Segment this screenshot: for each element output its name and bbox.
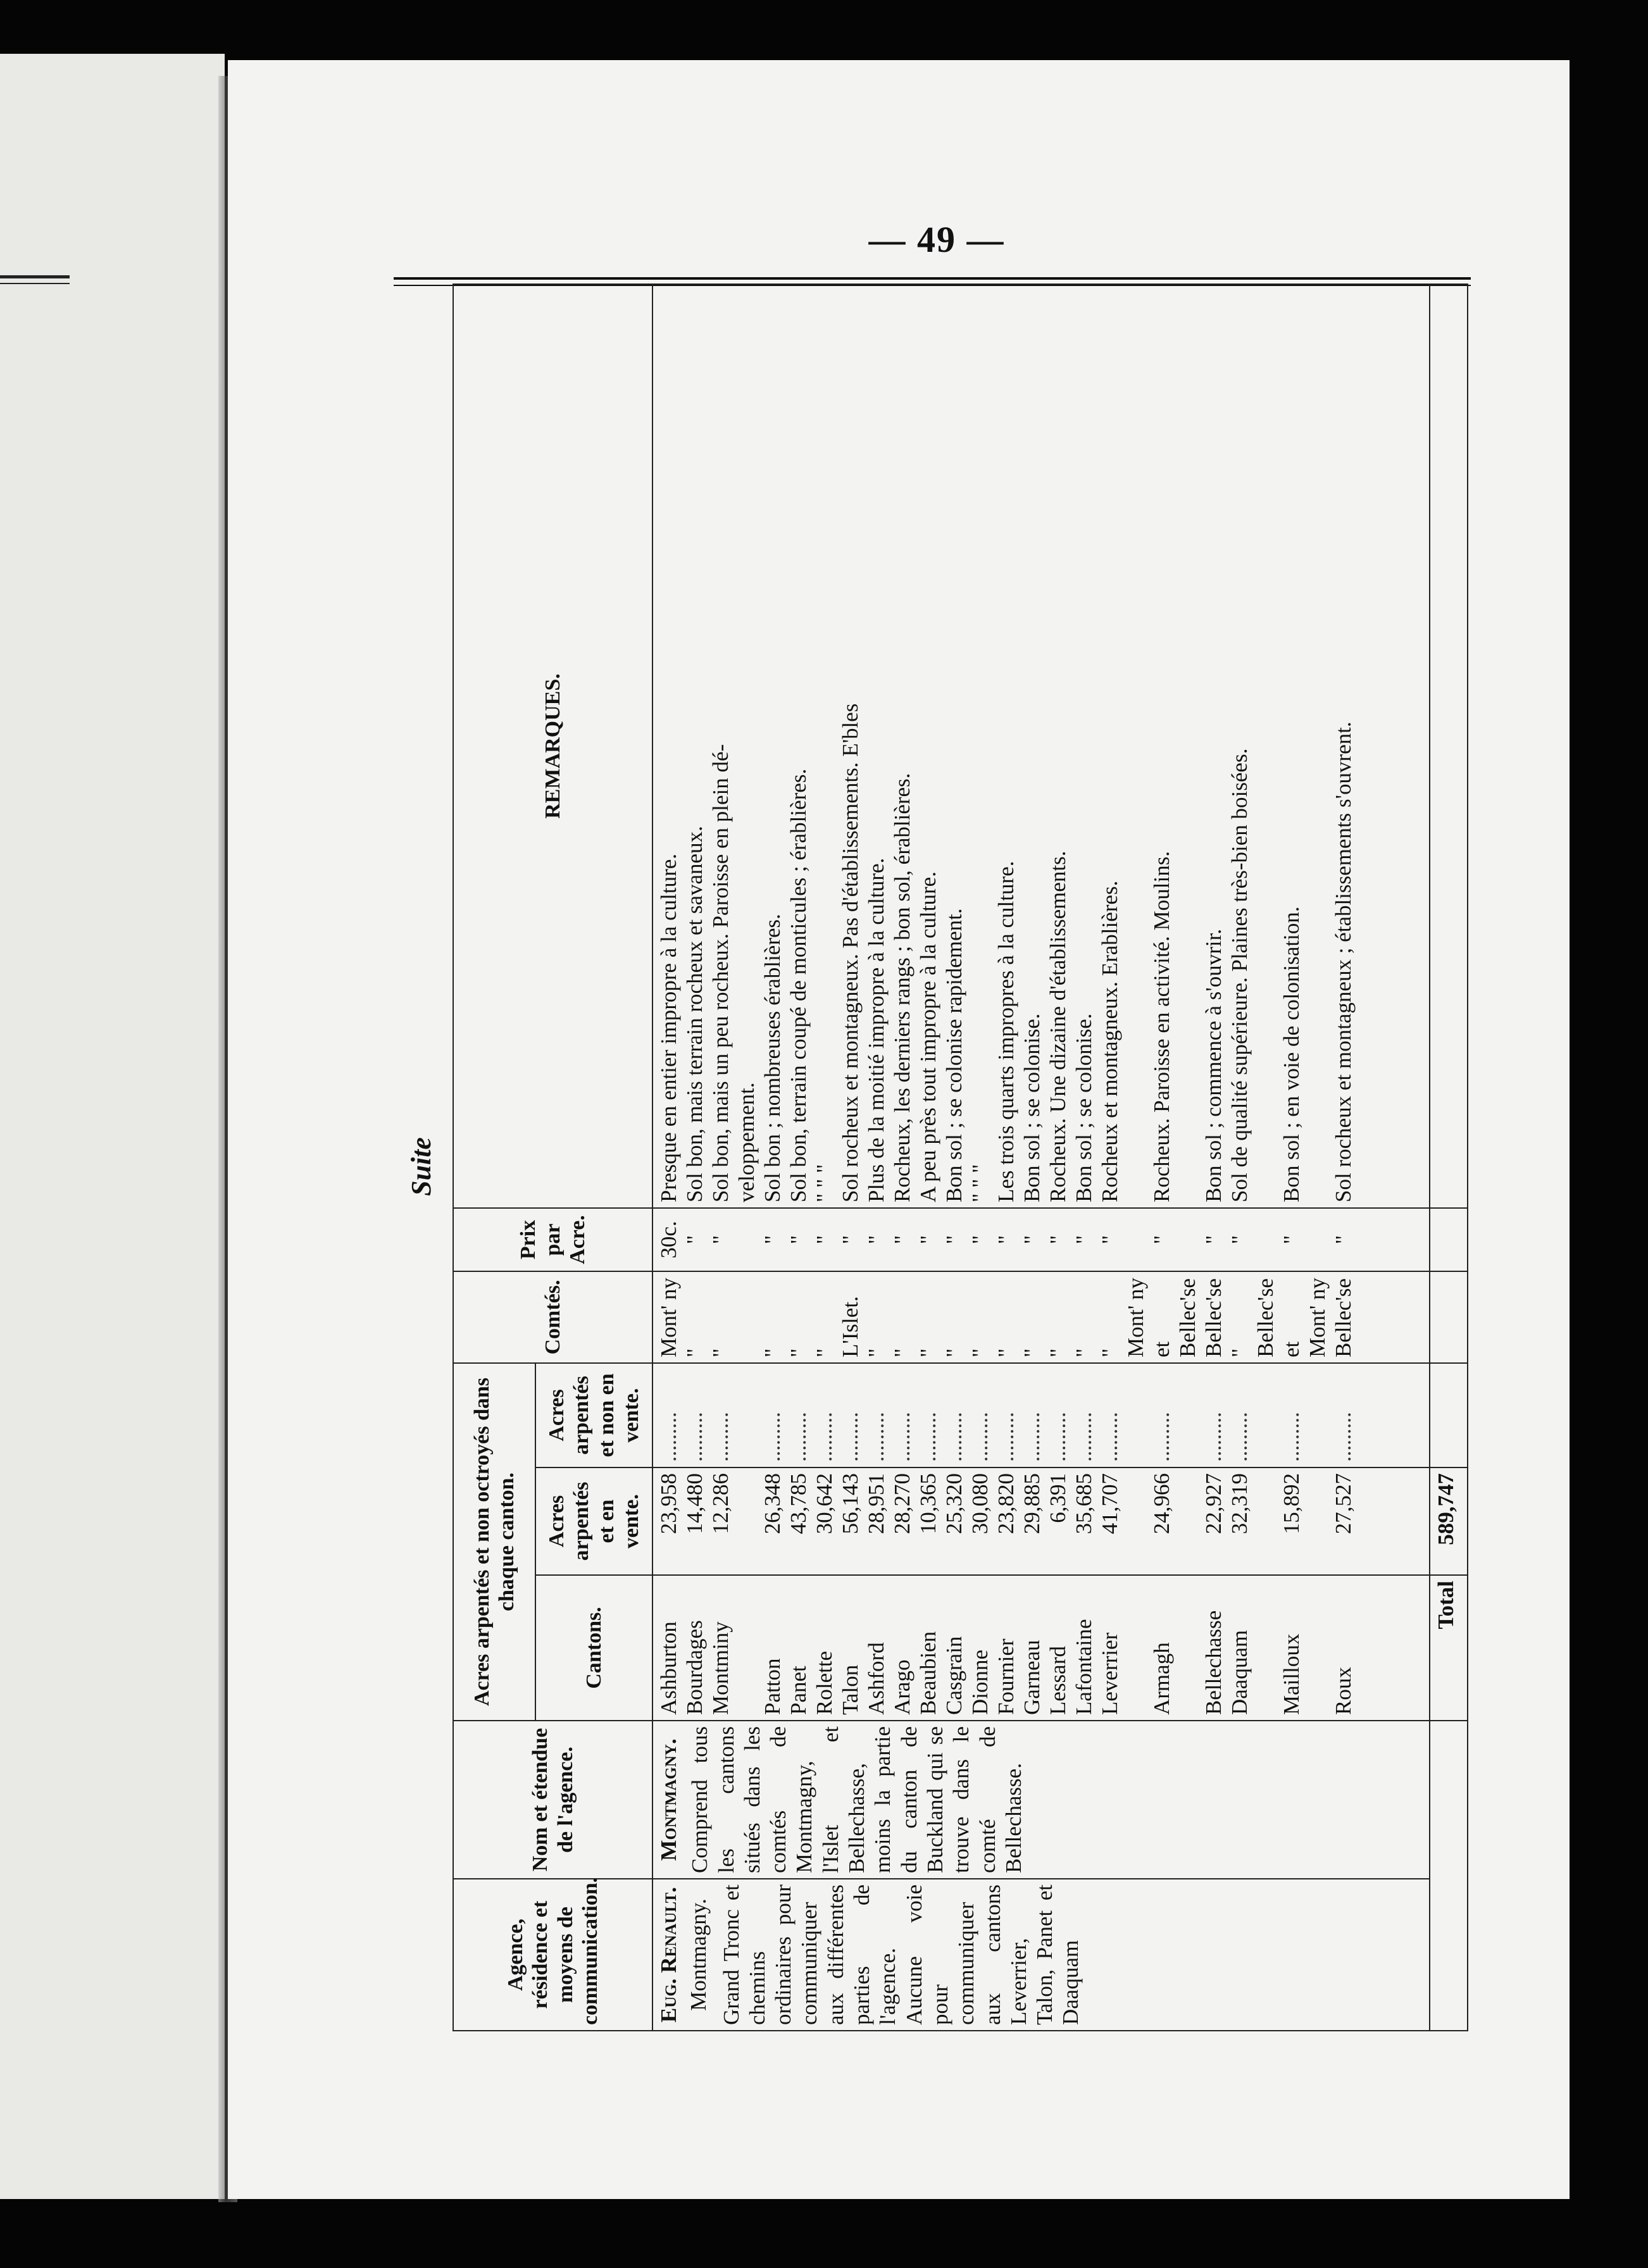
leader-dots: ......... [916,1412,940,1462]
prix-value: " [994,1235,1018,1245]
leader-dots: ......... [760,1412,785,1462]
leader-dots: ......... [942,1412,966,1462]
acres-sale-value: 26,348 [760,1473,785,1535]
acres-sale-value: 15,892 [1279,1473,1304,1535]
acres-sale-value: 35,685 [1071,1473,1096,1535]
comte-name: " [708,1348,733,1357]
canton-name: Daaquam [1227,1629,1252,1715]
comte-name: " [1071,1348,1096,1357]
canton-name: Fournier [994,1638,1018,1715]
prix-value: " [786,1235,811,1245]
total-value: 589,747 [1430,1467,1468,1575]
leader-dots [1175,1369,1201,1462]
leader-dots [1252,1369,1278,1462]
acres-sale-value: 27,527 [1331,1473,1356,1535]
prix-value: " [864,1235,889,1245]
comte-name [733,1277,759,1357]
comte-name: Bellec'se [1175,1278,1200,1357]
agency-residence: Montmagny. [686,1898,711,2011]
acres-sale-value [733,1473,759,1569]
remarque-text: Bon sol ; se colonise rapidement. [942,908,966,1202]
comte-name: " [968,1348,992,1357]
acres-sale-value: 24,966 [1149,1473,1174,1535]
remarque-text: Sol de qualité supérieure. Plaines très-bien boisées. [1227,748,1252,1202]
remarque-text [1252,290,1278,1202]
comte-name: " [1020,1348,1044,1357]
leader-dots: ......... [994,1412,1018,1462]
leader-dots: ......... [1097,1412,1122,1462]
remarque-text: Rocheux et montagneux. Erablières. [1097,880,1122,1202]
prix-value: " [760,1235,785,1245]
agent-name: Eug. Renault. [656,1886,681,2023]
canton-name: Patton [760,1658,785,1715]
comte-name: " [916,1348,940,1357]
remarque-text: Sol bon, terrain coupé de monticules ; érablières. [786,768,811,1202]
leader-dots: ......... [1149,1412,1174,1462]
comte-name: " [942,1348,966,1357]
cantons-column [652,1575,1430,1721]
prix-value: " [1046,1235,1070,1245]
header-acres-sale: Acres arpentés et en vente. [535,1467,652,1575]
canton-name: Roux [1331,1667,1356,1715]
acres-sale-value [1123,1473,1149,1569]
agency-name: Montmagny. [656,1738,681,1861]
header-comtes: Comtés. [453,1271,652,1363]
header-acres-group: Acres arpentés et non octroyés dans chaque canton. [453,1363,535,1721]
prix-value: " [1097,1235,1122,1245]
acres-sale-value: 56,143 [838,1473,863,1535]
canton-name: Lessard [1046,1646,1070,1715]
canton-name: Arago [890,1659,915,1715]
canton-name: Panet [786,1666,811,1715]
acres-sale-value [1252,1473,1278,1569]
comte-name: " [1227,1348,1252,1357]
header-remarques: REMARQUES. [453,284,652,1208]
comte-name: et [1149,1341,1174,1357]
acres-sale-value: 43,785 [786,1473,811,1535]
agency-cell [652,1879,1430,2031]
acres-sale-value: 14,480 [682,1473,707,1535]
canton-name: Casgrain [942,1636,966,1715]
acres-sale-value: 29,885 [1020,1473,1044,1535]
canton-name: Dionne [968,1649,992,1715]
header-name-extent: Nom et étendue de l'agence. [453,1721,652,1879]
leader-dots: ......... [812,1412,837,1462]
comte-name: " [682,1348,707,1357]
header-prix: Prix par Acre. [453,1208,652,1271]
canton-name [733,1581,759,1715]
comte-name: Bellec'se [1253,1278,1278,1357]
total-label: Total [1430,1575,1468,1721]
comte-name: L'Islet. [838,1296,863,1357]
acres-sale-value: 12,286 [708,1473,733,1535]
remarque-text: Bon sol ; se colonise. [1020,1013,1044,1202]
canton-name: Leverrier [1097,1632,1122,1715]
leader-dots: ......... [838,1412,863,1462]
leader-dots: ......... [968,1412,992,1462]
comte-name: Bellec'se [1201,1278,1226,1357]
remarque-text [1123,290,1149,1202]
prix-value: " [1201,1235,1226,1245]
acres-sale-value: 22,927 [1201,1473,1226,1535]
canton-name: Beaubien [916,1631,940,1715]
comte-name: " [812,1348,837,1357]
prix-value [1175,1214,1201,1266]
prix-value: " [812,1235,837,1245]
prix-value: " [708,1235,733,1245]
comte-name: Mont' ny [656,1278,681,1357]
acres-sale-value: 28,270 [890,1473,915,1535]
remarque-text: " " " [812,1164,837,1202]
acres-sale-column [652,1467,1430,1575]
remarque-text: " " " [968,1164,992,1202]
agency-extent: Comprend tous les cantons situés dans les comtés de Montmagny, l'Islet et Bellechasse, moins la partie du canton de Buckland qui se trouve dans le comté de Bellechasse. [687,1726,1026,1873]
comte-name: Mont' ny [1305,1278,1330,1357]
canton-name: Lafontaine [1071,1619,1096,1715]
acres-sale-value: 30,080 [968,1473,992,1535]
left-page-rule [0,283,70,284]
canton-name: Ashford [864,1642,889,1715]
page-number: — 49 — [868,219,1005,260]
prix-value [1304,1214,1330,1266]
remarque-text: Sol bon ; nombreuses érablières. [760,914,785,1202]
comte-name: et [1279,1341,1304,1357]
remarque-text: Bon sol ; en voie de colonisation. [1279,906,1304,1202]
remarque-text [1304,290,1330,1202]
top-rule [394,277,1471,280]
acres-sale-value: 32,319 [1227,1473,1252,1535]
canton-name: Ashburton [656,1621,681,1715]
prix-value [1252,1214,1278,1266]
canton-name [1123,1581,1149,1715]
agency-communication: Grand Tronc et chemins ordinaires pour communiquer aux différentes parties de l'agence. Aucune voie pour communiquer aux cantons Leverrier, Talon, Panet et Daaquam [718,1885,1083,2025]
header-acres-not-sale: Acres arpentés et non en vente. [535,1363,652,1467]
canton-name: Rolette [812,1650,837,1715]
canton-name: Garneau [1020,1640,1044,1715]
acres-sale-value [1304,1473,1330,1569]
prix-value [733,1214,759,1266]
acres-sale-value: 41,707 [1097,1473,1122,1535]
remarque-text: Rocheux, les derniers rangs ; bon sol, érablières. [890,773,915,1202]
remarque-text: veloppement. [734,1082,759,1202]
prix-value: " [1071,1235,1096,1245]
remarque-text [1175,290,1201,1202]
remarque-text: Rocheux. Une dizaine d'établissements. [1046,850,1070,1202]
acres-sale-value: 23,958 [656,1473,681,1535]
leader-dots [1123,1369,1149,1462]
prix-value: " [682,1235,707,1245]
remarque-text: Sol rocheux et montagneux. Pas d'établissements. E'bles [838,703,863,1202]
remarque-text: Rocheux. Paroisse en activité. Moulins. [1149,850,1174,1202]
leader-dots: ......... [1071,1412,1096,1462]
acres-sale-value: 30,642 [812,1473,837,1535]
left-page [0,54,225,2199]
canton-name: Mailloux [1279,1633,1304,1715]
acres-sale-value: 25,320 [942,1473,966,1535]
prix-value: " [838,1235,863,1245]
comte-name: " [994,1348,1018,1357]
agency-name-cell [652,1721,1430,1879]
leader-dots: ......... [786,1412,811,1462]
comte-name: " [864,1348,889,1357]
leader-dots [1304,1369,1330,1462]
canton-name: Armagh [1149,1642,1174,1715]
prix-value: " [1227,1235,1252,1245]
prix-value: 30c. [656,1221,681,1259]
canton-name [1304,1581,1330,1715]
comte-name: " [890,1348,915,1357]
header-agency: Agence, résidence et moyens de communication. [453,1879,652,2031]
comte-name: " [1097,1348,1122,1357]
comtes-column [652,1271,1430,1363]
leader-dots: ......... [1201,1412,1226,1462]
leader-dots: ......... [1046,1412,1070,1462]
acres-sale-value [1175,1473,1201,1569]
leader-dots: ......... [656,1412,681,1462]
acres-sale-value: 28,951 [864,1473,889,1535]
canton-name [1175,1581,1201,1715]
canton-name: Montminy [708,1621,733,1715]
leader-dots: ......... [1020,1412,1044,1462]
prix-value: " [1020,1235,1044,1245]
remarque-text: Sol bon, mais terrain rocheux et savaneux. [682,826,707,1202]
prix-value: " [1331,1235,1356,1245]
prix-value [1123,1214,1149,1266]
prix-value: " [916,1235,940,1245]
leader-dots [733,1369,759,1462]
comte-name: " [1046,1348,1070,1357]
prix-value: " [968,1235,992,1245]
remarque-text: Presque en entier impropre à la culture. [656,853,681,1202]
leader-dots: ......... [1227,1412,1252,1462]
acres-sale-value: 6,391 [1046,1473,1070,1523]
remarque-text: A peu près tout impropre à la culture. [916,871,940,1202]
comte-name: " [786,1348,811,1357]
agency-table [453,284,1468,2031]
acres-sale-value: 23,820 [994,1473,1018,1535]
comte-name: " [760,1348,785,1357]
comte-name: Bellec'se [1331,1278,1356,1357]
prix-column [652,1208,1430,1271]
leader-dots: ......... [890,1412,915,1462]
remarques-column [652,284,1430,1208]
prix-value: " [890,1235,915,1245]
leader-dots: ......... [864,1412,889,1462]
leader-dots: ......... [708,1412,733,1462]
leader-dots: ......... [682,1412,707,1462]
rotated-table-wrapper [453,285,1468,2031]
header-cantons: Cantons. [535,1575,652,1721]
remarque-text: Sol bon, mais un peu rocheux. Paroisse en plein dé- [708,744,733,1202]
prix-value: " [1149,1235,1174,1245]
canton-name: Bellechasse [1201,1610,1226,1715]
leader-dots: ......... [1279,1412,1304,1462]
prix-value: " [942,1235,966,1245]
leader-dots: ......... [1331,1412,1356,1462]
remarque-text: Bon sol ; se colonise. [1071,1013,1096,1202]
canton-name: Bourdages [682,1620,707,1715]
prix-value: " [1279,1235,1304,1245]
remarque-text: Bon sol ; commence à s'ouvrir. [1201,928,1226,1202]
comte-name: Mont' ny [1123,1278,1148,1357]
remarque-text: Plus de la moitié impropre à la culture. [864,857,889,1202]
suite-label: Suite [406,1137,437,1196]
left-page-rule [0,275,70,278]
acres-not-sale-column [652,1363,1430,1467]
canton-name: Talon [838,1664,863,1715]
canton-name [1252,1581,1278,1715]
remarque-text: Sol rocheux et montagneux ; établissements s'ouvrent. [1331,721,1356,1202]
remarque-text: Les trois quarts impropres à la culture. [994,861,1018,1202]
acres-sale-value: 10,365 [916,1473,940,1535]
